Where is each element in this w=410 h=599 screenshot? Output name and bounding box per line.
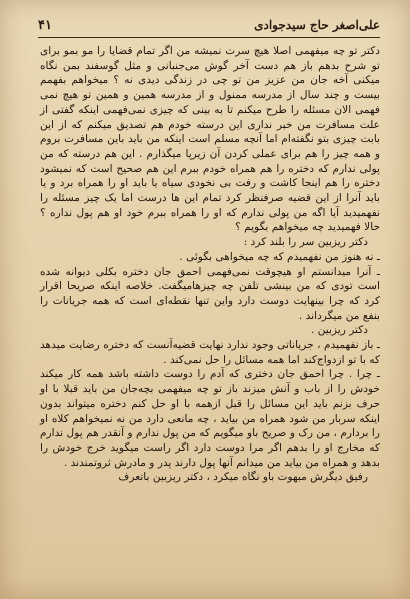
page-body	[40, 44, 380, 575]
paragraph: دکتر تو چه میفهمی اصلا هیچ سرت نمیشه من اگر تمام قضایا را مو بمو برای تو شرح بدهم باز هم دست آخر گوش می‌جنبانی و مثل گوسفند بمن نگاه میکنی آخه جان من عزیز من تو چی در زندگی دیدی نه ؟ میخواهم بفهمم بیست و چند سال از مدرسه ممنول و از مدرسه همین و همین تو هیچ نمی فهمی الان مسئله را طرح میکنم تا به بینی که چیزی نمی‌فهمی اینکه گفتی از علت مسافرت من خبر نداری این درسته خودم هم تصدیق میکنم که از این بابت چیزی بتو نگفته‌ام اما آنچه مسلم است اینکه من باید باین مسافرت بروم و همه چیز را هم برای عملی کردن آن زیرپا میگذارم . این هم درسته که من پولی ندارم که دختره را هم همراه خودم ببرم این هم صحیح است که نمیشود دختره را هم اینجا کاشت و رفت بی نخودی سیاه یا باید او را همراه برد و یا باید آنرا از این قضیه صرفنظر کرد تمام این ها درست اما یک چیز مسئله را نفهمیدید آیا اگه من پولی ندارم که او را همراه ببرم خود او هم پول نداره ؟ حالا فهمیدید چه میخواهم بگویم ؟	[40, 45, 380, 234]
paragraph: دکتر ریزبین سر را بلند کرد :	[243, 236, 368, 249]
header-rule	[38, 37, 380, 38]
paragraph: دکتر ریزبین .	[310, 324, 368, 337]
paragraph: ـ چرا . چرا احمق جان دختری که آدم را دوست داشته باشد همه کار میکند خودش را از باب و آنش میزند باز تو چه میفهمی بچه‌جان من باید قبلا با او حرف بزنم باید این مسائل را قبل ازهمه با او حل کنم دختره میتواند بدون اینکه سربار من شود همراه من بیاید ، چه مانعی دارد من نه نمیخواهم کلاه او را بردارم ، من رک و صریح باو میگویم که من پول ندارم و آنقدر هم پول ندارم که مخارج او را بدهم اگر مرا دوست دارد اگر راست میگوید خرج خودش را بدهد و همراه من بیاید من میدانم آنها پول دارند پدر و مادرش ثروتمندند .	[40, 368, 380, 469]
paragraph: ـ نه هنوز من نفهمیدم که چه میخواهی بگوئی .	[179, 250, 380, 263]
page-number: ۴۱	[38, 17, 52, 33]
page-header	[38, 12, 380, 38]
paragraph: رفیق دیگرش مبهوت باو نگاه میکرد ، دکتر ریزبین باتعرف	[118, 471, 368, 484]
paragraph: ـ آنرا میدانستم او هیچوقت نمی‌فهمی احمق جان دختره بکلی دیوانه شده است تودی که من بینشی تلفن چه چیزهامیگفت. خلاصه اینکه صریحا اقرار کرد که چرا بینهایت دوست دارد واین تنها نقطه‌ای است که همه جریانات را بنفع من میگرداند .	[40, 265, 380, 322]
running-header-title: علی‌اصغر حاج سیدجوادی	[254, 18, 380, 32]
paragraph: ـ باز نفهمیدم ، جریاناتی وجود ندارد نهایت قضیه‌آنست که دختره رضایت میدهد که با تو ازدواج‌کند اما همه مسائل را حل نمی‌کند .	[40, 339, 380, 366]
